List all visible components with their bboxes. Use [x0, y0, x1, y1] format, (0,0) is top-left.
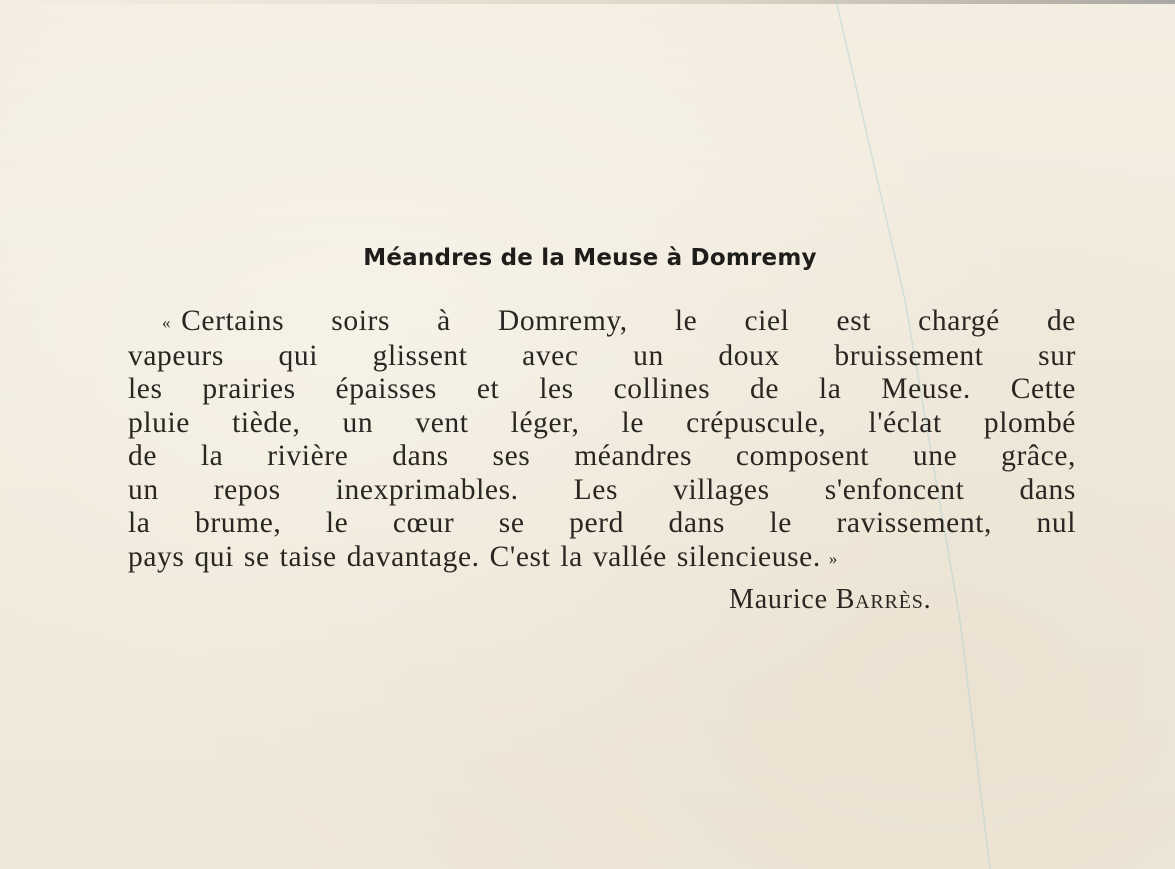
- quote-line: [128, 305, 1076, 340]
- author-last-name: Barrès.: [835, 584, 932, 615]
- quote-line-text: pays qui se taise davantage. C'est la vallée silencieuse.: [128, 540, 821, 573]
- author-signature: [729, 584, 931, 616]
- quote-line: [128, 541, 1076, 576]
- card-title: Méandres de la Meuse à Domremy: [363, 245, 817, 271]
- quote-line: les prairies épaisses et les collines de la Meuse. Cette: [128, 373, 1076, 405]
- author-first-name: Maurice: [729, 584, 828, 615]
- close-quote-mark: »: [828, 548, 838, 568]
- quote-line: pluie tiède, un vent léger, le crépuscule, l'éclat plombé: [128, 406, 1076, 439]
- quote-line: vapeurs qui glissent avec un doux bruissement sur: [128, 339, 1076, 372]
- card-top-edge: [0, 0, 1175, 4]
- quote-paragraph: [128, 305, 1076, 575]
- quote-line: de la rivière dans ses méandres composent une grâce,: [128, 440, 1076, 472]
- quote-line: un repos inexprimables. Les villages s'enfoncent dans: [128, 473, 1076, 506]
- open-quote-mark: «: [162, 313, 172, 332]
- quote-line: la brume, le cœur se perd dans le ravissement, nul: [128, 507, 1076, 539]
- quote-line-text: Certains soirs à Domremy, le ciel est chargé de: [181, 305, 1076, 337]
